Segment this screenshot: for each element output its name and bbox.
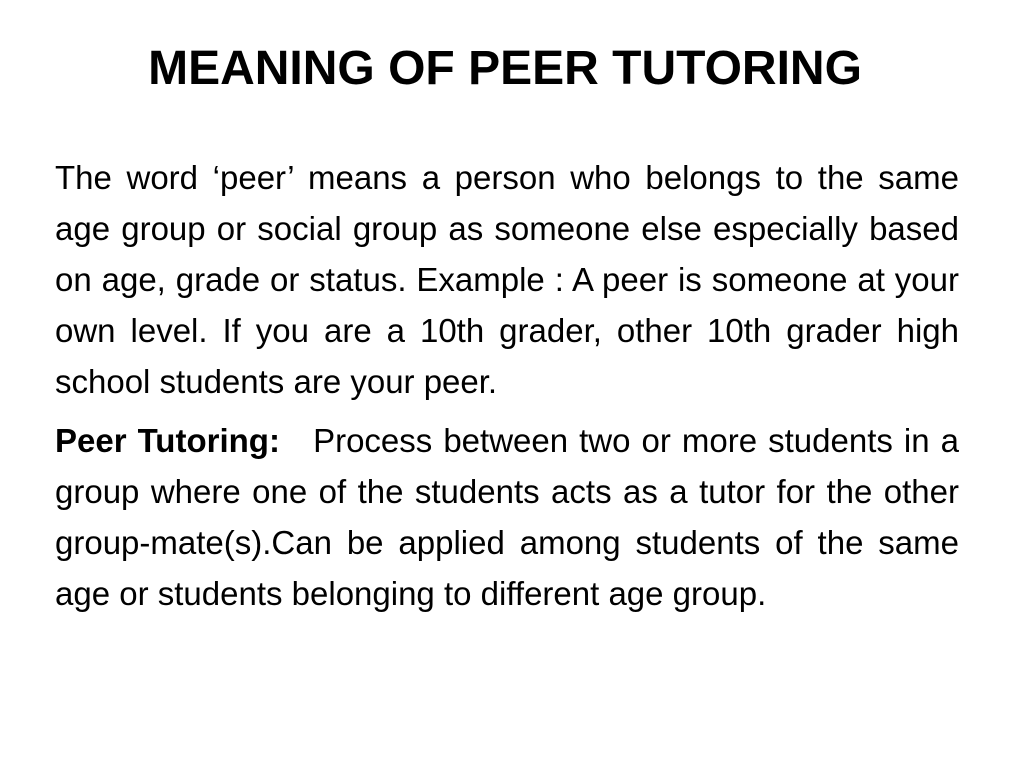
peer-tutoring-definition: Process between two or more students in a group where one of the students acts as a tutor for the other group-mate(s).Can be applied among students of the same age or students belonging to different age group.	[55, 422, 960, 612]
slide-body	[55, 152, 959, 619]
slide-title: MEANING OF PEER TUTORING	[148, 42, 862, 95]
paragraph-peer-meaning	[55, 152, 959, 407]
peer-tutoring-term: Peer Tutoring:	[55, 422, 280, 459]
paragraph-peer-tutoring	[55, 415, 959, 619]
paragraph-peer-meaning-text: The word ‘peer’ means a person who belongs to the same age group or social group as someone else especially based on age, grade or status. Example : A peer is someone at your own level. If you are a 10th grader, other 10th grader high school students are your peer.	[55, 159, 959, 400]
